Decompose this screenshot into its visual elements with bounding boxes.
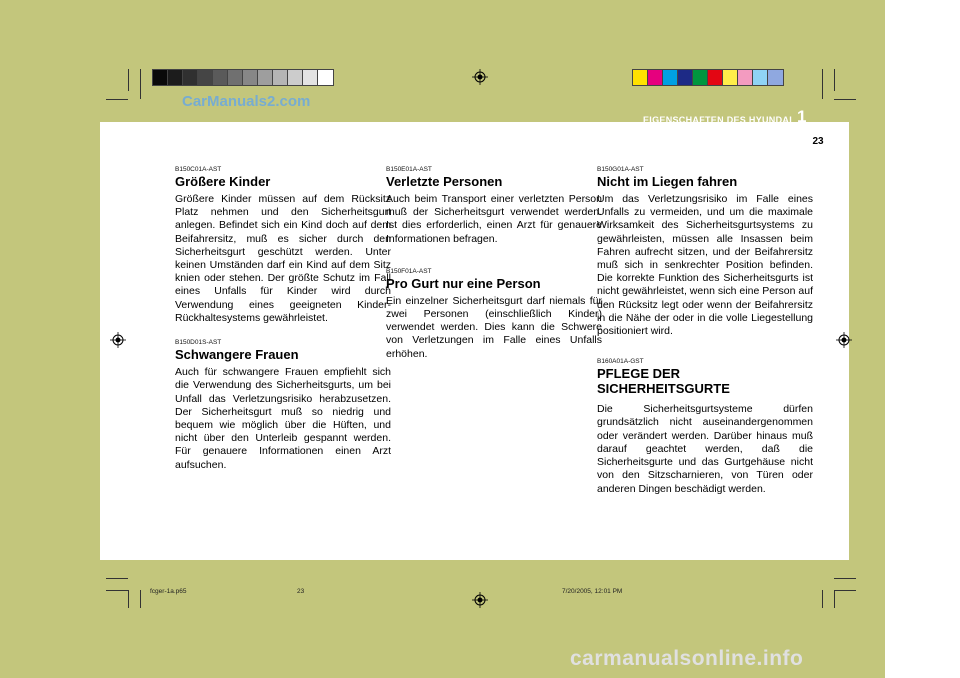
registration-mark-icon bbox=[472, 592, 488, 608]
color-swatch bbox=[678, 70, 693, 85]
column-right bbox=[597, 166, 813, 510]
registration-mark-icon bbox=[472, 69, 488, 85]
color-swatch bbox=[183, 70, 198, 85]
bottom-watermark[interactable]: carmanualsonline.info bbox=[570, 647, 804, 670]
section-heading: Größere Kinder bbox=[175, 174, 271, 189]
color-swatch bbox=[153, 70, 168, 85]
section-heading: Schwangere Frauen bbox=[175, 347, 299, 363]
section-code: B150F01A-AST bbox=[386, 267, 432, 275]
crop-mark bbox=[834, 69, 835, 91]
chapter-title: EIGENSCHAFTEN DES HYUNDAI bbox=[642, 115, 792, 125]
section-heading: Nicht im Liegen fahren bbox=[597, 174, 738, 189]
chapter-number: 1 bbox=[797, 107, 807, 126]
color-swatch bbox=[753, 70, 768, 85]
color-swatch bbox=[213, 70, 228, 85]
crop-mark bbox=[822, 590, 823, 608]
section-pflege bbox=[597, 358, 813, 495]
crop-mark bbox=[834, 590, 835, 608]
footer-filename: fcger-1a.p65 bbox=[150, 588, 187, 595]
section-body: Um das Verletzungsrisiko im Falle eines Unfalls zu vermeiden, und um die maximale Wirksamkeit des Sicherheitsgurtsystems zu gewährleisten, müssen alle Insassen beim Fahren aufrecht sitzen, und der Beifahrersitz muß sich in senkrechter Position befinden. Die korrekte Funktion des Sicherheitsgurts ist nicht gewährleistet, wenn sich eine Person auf den Rücksitz legt oder wenn der Beifahrersitz in die Nähe der oder in die volle Liegestellung positioniert wird. bbox=[597, 192, 813, 338]
section-heading: PFLEGE DER SICHERHEITSGURTE bbox=[597, 366, 730, 397]
section-body: Auch beim Transport einer verletzten Person muß der Sicherheitsgurt verwendet werden. Ist dies erforderlich, einen Arzt für genauere Informationen befragen. bbox=[386, 192, 602, 245]
section-body: Größere Kinder müssen auf dem Rücksitz Platz nehmen und den Sicherheitsgurt anlegen. Befindet sich ein Kind doch auf dem Beifahrersitz, muß es sicher durch den Sicherheitsgurt geschützt werden. Unter keinen Umständen darf ein Kind auf dem Sitz knien oder stehen. Der größte Schutz im Fall eines Unfalls für Kinder wird durch Verwendung eines geeigneten Kinder-Rückhaltesystems gewährleistet. bbox=[175, 192, 391, 324]
crop-mark bbox=[106, 590, 128, 591]
color-swatch bbox=[258, 70, 273, 85]
gray-calibration-bar bbox=[152, 69, 334, 86]
crop-mark bbox=[106, 578, 128, 579]
section-body: Auch für schwangere Frauen empfiehlt sich die Verwendung des Sicherheitsgurts, um bei Unfall das Verletzungsrisiko herabzusetzen. Der Sicherheitsgurt muß so niedrig und bequem wie möglich über die Hüften, und nicht über den Unterleib gespannt werden. Für genauere Informationen einen Arzt aufsuchen. bbox=[175, 366, 391, 471]
crop-mark bbox=[128, 590, 129, 608]
section-code: B160A01A-GST bbox=[597, 358, 644, 366]
color-swatch bbox=[648, 70, 663, 85]
color-swatch bbox=[723, 70, 738, 85]
color-swatch bbox=[273, 70, 288, 85]
section-pro-gurt bbox=[386, 268, 602, 361]
color-swatch bbox=[693, 70, 708, 85]
registration-mark-icon bbox=[110, 332, 126, 348]
crop-mark bbox=[834, 590, 856, 591]
color-calibration-bar bbox=[632, 69, 784, 86]
crop-mark bbox=[128, 69, 129, 91]
watermark-text[interactable]: CarManuals2.com bbox=[182, 93, 311, 110]
section-code: B150G01A-AST bbox=[597, 166, 644, 173]
color-swatch bbox=[168, 70, 183, 85]
registration-mark-icon bbox=[836, 332, 852, 348]
section-nicht-im-liegen bbox=[597, 166, 813, 338]
section-heading: Verletzte Personen bbox=[386, 174, 503, 189]
section-code: B150E01A-AST bbox=[386, 166, 432, 173]
crop-mark bbox=[106, 99, 128, 100]
section-groessere-kinder bbox=[175, 166, 391, 325]
color-swatch bbox=[318, 70, 333, 85]
section-body: Die Sicherheitsgurtsysteme dürfen grundsätzlich nicht auseinandergenommen oder verändert werden. Darüber hinaus muß darauf geachtet werden, daß die Sicherheitsgurte und das Gurtgehäuse nicht von den Sitzscharnieren, von Türen oder anderen Dingen beschädigt werden. bbox=[597, 403, 813, 495]
crop-mark bbox=[834, 99, 856, 100]
color-swatch bbox=[303, 70, 318, 85]
section-heading: Pro Gurt nur eine Person bbox=[386, 275, 541, 291]
color-swatch bbox=[228, 70, 243, 85]
color-swatch bbox=[633, 70, 648, 85]
color-swatch bbox=[708, 70, 723, 85]
section-code: B150C01A-AST bbox=[175, 166, 222, 173]
crop-mark bbox=[140, 590, 141, 608]
section-code: B150D01S-AST bbox=[175, 339, 222, 347]
footer-page: 23 bbox=[297, 588, 305, 595]
footer-timestamp: 7/20/2005, 12:01 PM bbox=[562, 588, 623, 595]
crop-mark bbox=[822, 69, 823, 99]
crop-mark bbox=[140, 69, 141, 99]
color-swatch bbox=[288, 70, 303, 85]
color-swatch bbox=[663, 70, 678, 85]
section-verletzte-personen bbox=[386, 166, 602, 246]
color-swatch bbox=[243, 70, 258, 85]
section-body: Ein einzelner Sicherheitsgurt darf niemals für zwei Personen (einschließlich Kinder) verwendet werden. Dies kann die Schwere von Verletzungen im Falle eines Unfalls erhöhen. bbox=[386, 294, 602, 360]
column-left bbox=[175, 166, 391, 486]
column-middle bbox=[386, 166, 602, 375]
section-schwangere-frauen bbox=[175, 339, 391, 472]
crop-mark bbox=[834, 578, 856, 579]
color-swatch bbox=[738, 70, 753, 85]
color-swatch bbox=[768, 70, 783, 85]
page-number: 23 bbox=[812, 136, 824, 147]
color-swatch bbox=[198, 70, 213, 85]
